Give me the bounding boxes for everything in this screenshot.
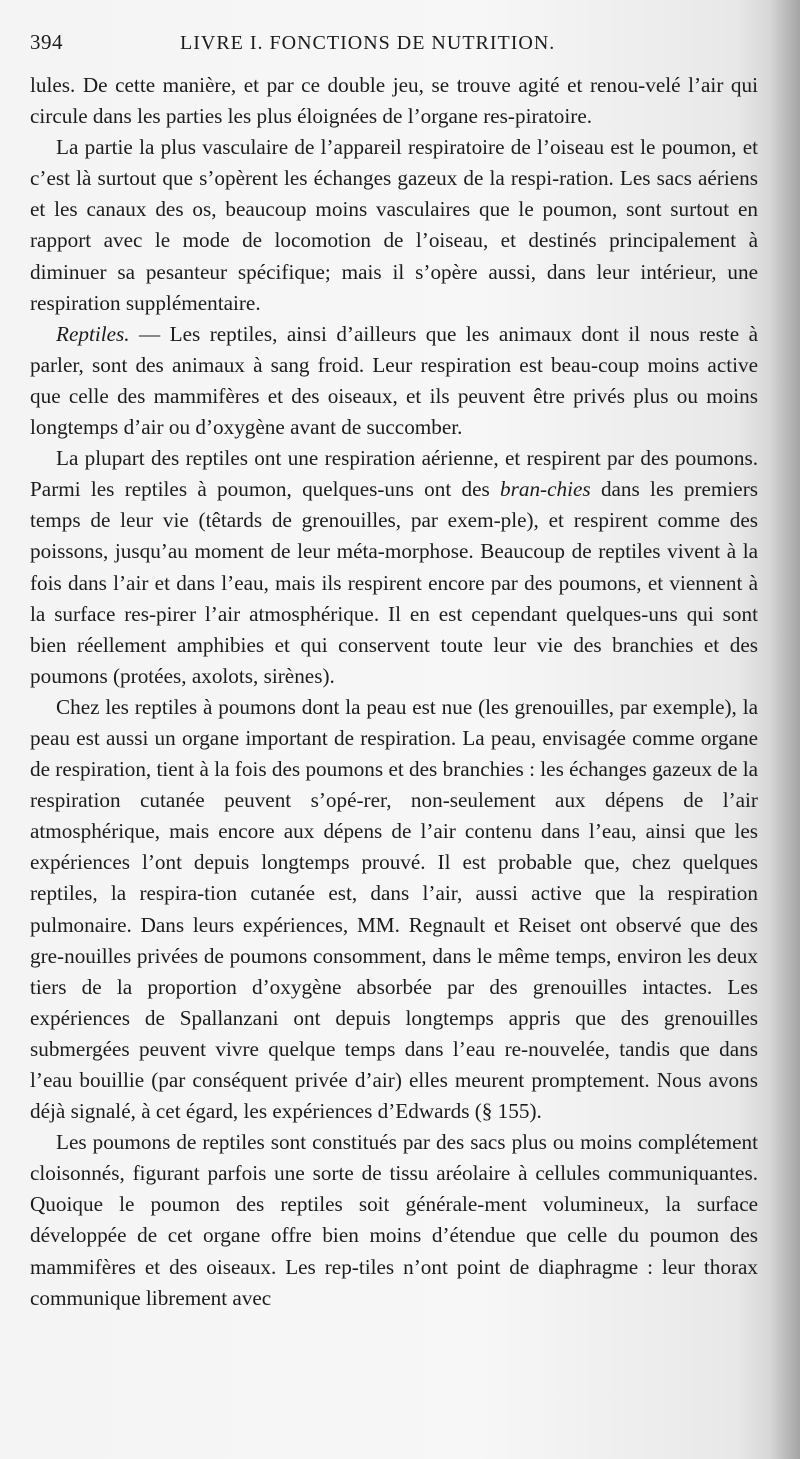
section-lead-reptiles: Reptiles.: [56, 321, 130, 346]
paragraph-4-text-after: dans les premiers temps de leur vie (têtards de grenouilles, par exem-ple), et respirent comme des poissons, jusqu’au moment de leur méta-morphose. Beaucoup de reptiles vivent à la fois dans l’air et dans l’eau, mais ils respirent encore par des poumons, et viennent à la surface res-pirer l’air atmosphérique. Il en est cependant quelques-uns qui sont bien réellement amphibies et qui conservent toute leur vie des branchies et des poumons (protées, axolots, sirènes).: [30, 477, 758, 688]
page-number: 394: [30, 30, 63, 54]
paragraph-4-text-before: La plupart des reptiles ont une respiration aérienne, et respirent par des poumons. Parmi les reptiles à poumon, quelques-uns ont des: [30, 446, 758, 502]
running-head: [30, 30, 758, 70]
body-text: [30, 70, 758, 1314]
paragraph-6: Les poumons de reptiles sont constitués par des sacs plus ou moins complétement cloisonnés, figurant parfois une sorte de tissu aréolaire à cellules communiquantes. Quoique le poumon des reptiles soit générale-ment volumineux, la surface développée de cet organe offre bien moins d’étendue que celle du poumon des mammifères et des oiseaux. Les rep-tiles n’ont point de diaphragme : leur thorax communique librement avec: [30, 1130, 758, 1310]
paragraph-2: La partie la plus vasculaire de l’appareil respiratoire de l’oiseau est le poumon, et c’est là surtout que s’opèrent les échanges gazeux de la respi-ration. Les sacs aériens et les canaux des os, beaucoup moins vasculaires que le poumon, sont surtout en rapport avec le mode de locomotion de l’oiseau, et destinés principalement à diminuer sa pesanteur spécifique; mais il s’opère aussi, dans leur intérieur, une respiration supplémentaire.: [30, 135, 758, 315]
emphasis-branchies: bran-chies: [500, 477, 591, 502]
running-title: LIVRE I. FONCTIONS DE NUTRITION.: [180, 32, 556, 54]
paragraph-3: [30, 319, 758, 443]
paragraph-4: [30, 443, 758, 692]
spine-shadow: [770, 0, 800, 1459]
paragraph-3-text: — Les reptiles, ainsi d’ailleurs que les animaux dont il nous reste à parler, sont des animaux à sang froid. Leur respiration est beau-coup moins active que celle des mammifères et des oiseaux, et ils peuvent être privés plus ou moins longtemps d’air ou d’oxygène avant de succomber.: [30, 321, 758, 440]
paragraph-5: Chez les reptiles à poumons dont la peau est nue (les grenouilles, par exemple), la peau est aussi un organe important de respiration. La peau, envisagée comme organe de respiration, tient à la fois des poumons et des branchies : les échanges gazeux de la respiration cutanée peuvent s’opé-rer, non-seulement aux dépens de l’air atmosphérique, mais encore aux dépens de l’air contenu dans l’eau, ainsi que les expériences l’ont depuis longtemps prouvé. Il est probable que, chez quelques reptiles, la respira-tion cutanée est, dans l’air, aussi active que la respiration pulmonaire. Dans leurs expériences, MM. Regnault et Reiset ont observé que des gre-nouilles privées de poumons consomment, dans le même temps, environ les deux tiers de la proportion d’oxygène absorbée par des grenouilles intactes. Les expériences de Spallanzani ont depuis longtemps appris que des grenouilles submergées peuvent vivre quelque temps dans l’eau re-nouvelée, tandis que dans l’eau bouillie (par conséquent privée d’air) elles meurent promptement. Nous avons déjà signalé, à cet égard, les expériences d’Edwards (§ 155).: [30, 694, 758, 1124]
paragraph-1: lules. De cette manière, et par ce double jeu, se trouve agité et renou-velé l’air qui circule dans les parties les plus éloignées de l’organe res-piratoire.: [30, 73, 758, 129]
